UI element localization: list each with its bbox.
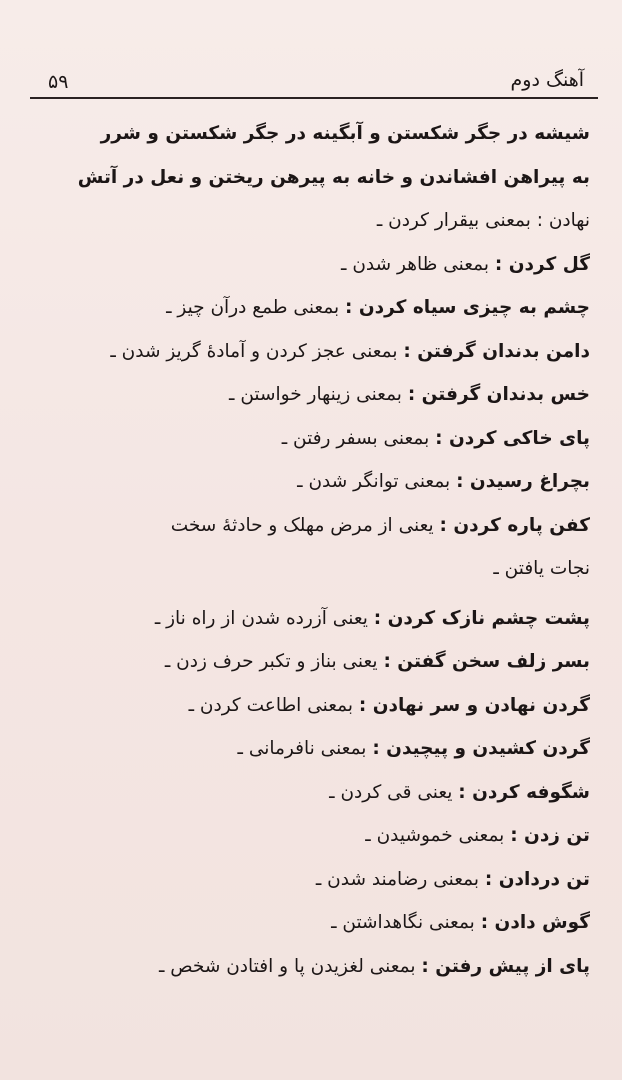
entry-meaning: بمعنی توانگر شدن ـ xyxy=(297,471,457,492)
entry-line xyxy=(34,771,590,815)
entry-line xyxy=(34,286,590,330)
entry-term: گوش دادن : xyxy=(480,912,590,933)
entry-meaning: بمعنی نافرمانی ـ xyxy=(237,738,373,759)
entry-meaning: بمعنی خموشیدن ـ xyxy=(365,825,511,846)
entry-meaning: بمعنی لغزیدن پا و افتادن شخص ـ xyxy=(158,955,422,977)
entry-term: خس بدندان گرفتن : xyxy=(407,384,590,405)
entry-meaning: بمعنی اطاعت کردن ـ xyxy=(188,694,359,716)
entry-term: پای خاکی کردن : xyxy=(435,427,590,449)
entry-line xyxy=(34,373,590,417)
entry-term: بسر زلف سخن گفتن : xyxy=(383,651,590,672)
entry-line xyxy=(34,417,590,461)
entry-term: دامن بدندان گرفتن : xyxy=(403,340,590,362)
entry-meaning: یعنی قی کردن ـ xyxy=(329,781,459,803)
entry-continuation: نجات یافتن ـ xyxy=(493,558,590,579)
page-header xyxy=(30,55,598,99)
paragraph-line: نهادن : بمعنی بیقرار کردن ـ xyxy=(376,210,590,231)
entry-line xyxy=(34,945,590,989)
entry-meaning: یعنی از مرض مهلک و حادثهٔ سخت xyxy=(170,514,440,536)
entry-meaning: بمعنی ظاهر شدن ـ xyxy=(341,253,495,275)
entry-line xyxy=(34,901,590,945)
entry-line xyxy=(34,858,590,902)
entry-term: پای از پیش رفتن : xyxy=(421,955,590,977)
entry-line xyxy=(34,640,590,684)
chapter-title: آهنگ دوم xyxy=(510,69,584,91)
entry-meaning: بمعنی نگاهداشتن ـ xyxy=(331,912,481,933)
entry-line xyxy=(34,504,590,548)
entry-line xyxy=(34,814,590,858)
entry-line xyxy=(34,727,590,771)
entry-meaning: بمعنی عجز کردن و آمادهٔ گریز شدن ـ xyxy=(110,340,404,362)
entry-term: گردن کشیدن و پیچیدن : xyxy=(372,738,590,759)
entry-term: پشت چشم نازک کردن : xyxy=(373,607,590,629)
entry-line xyxy=(34,597,590,641)
entry-line xyxy=(34,243,590,287)
entry-line xyxy=(34,684,590,728)
entry-term: گل کردن : xyxy=(494,253,590,275)
entry-meaning: بمعنی زینهار خواستن ـ xyxy=(229,384,408,405)
entry-term: بچراغ رسیدن : xyxy=(456,471,590,492)
entry-line xyxy=(34,330,590,374)
entry-term: کفن پاره کردن : xyxy=(439,514,590,536)
page-body xyxy=(34,112,590,988)
page-number: ۵۹ xyxy=(48,71,69,93)
entry-term: شگوفه کردن : xyxy=(458,781,590,803)
entry-term: گردن نهادن و سر نهادن : xyxy=(358,694,590,716)
paragraph-line: شیشه در جگر شکستن و آبگینه در جگر شکستن و شرر xyxy=(100,123,590,144)
entry-meaning: بمعنی طمع درآن چیز ـ xyxy=(166,297,346,318)
entry-meaning: بمعنی رضامند شدن ـ xyxy=(315,868,485,890)
paragraph-line: به پیراهن افشاندن و خانه به پیرهن ریختن و نعل در آتش xyxy=(77,166,590,188)
entry-line xyxy=(34,460,590,504)
entry-term: چشم به چیزی سیاه کردن : xyxy=(345,297,590,318)
entry-term: تن دردادن : xyxy=(484,868,590,890)
entry-meaning: بمعنی بسفر رفتن ـ xyxy=(281,427,436,449)
entry-meaning: یعنی بناز و تکبر حرف زدن ـ xyxy=(164,651,384,672)
entry-meaning: یعنی آزرده شدن از راه ناز ـ xyxy=(154,607,374,629)
opening-paragraph xyxy=(34,112,590,243)
entry-term: تن زدن : xyxy=(510,825,590,846)
